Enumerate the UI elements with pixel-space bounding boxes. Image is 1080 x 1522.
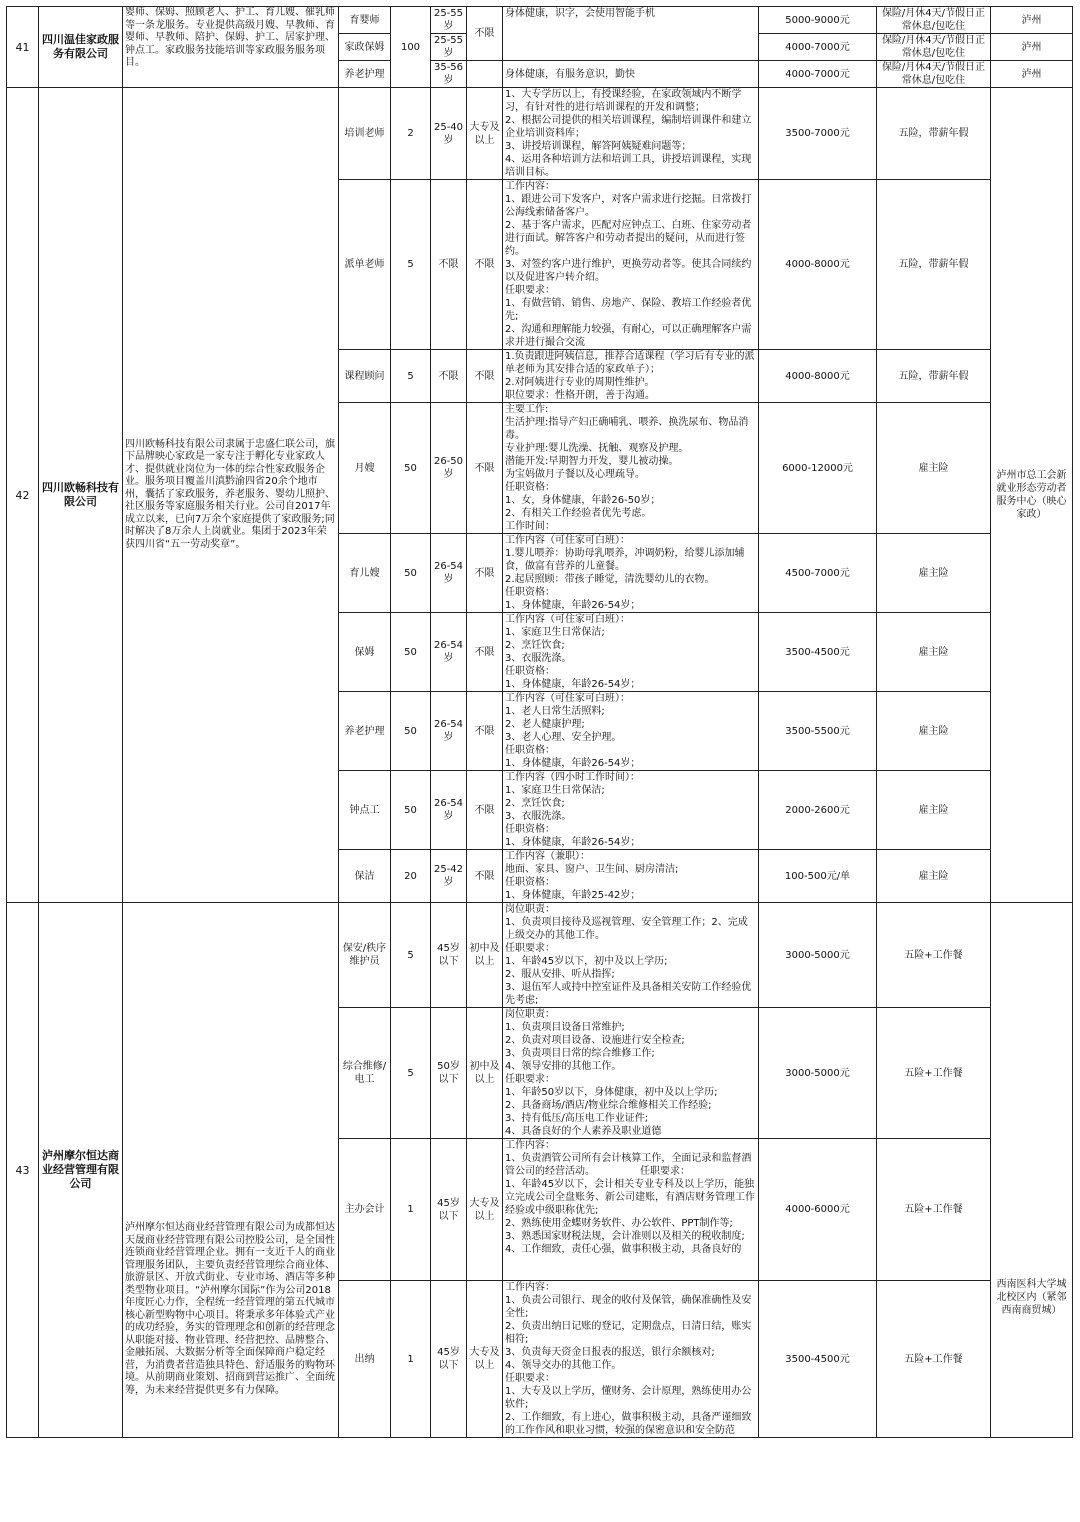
job-requirements: 工作内容： 1、跟进公司下发客户，对客户需求进行挖掘。日常拨打公海线索储备客户。 2、基于客户需求，匹配对应钟点工、白班、住家劳动者进行面试。解答客户和劳动者提出的疑问，从而进行签约。 3、对签约客户进行维护，更换劳动者等。使其合同续约以及促进客户转介绍。 任职要求： 1、有做营销、销售、房地产、保险、教培工作经验者优先; 2、沟通和理解能力较强，有耐心，可以正确理解客户需求并进行撮合交流	[503, 180, 759, 350]
job-title: 育婴师	[339, 7, 391, 34]
job-education: 不限	[467, 850, 503, 903]
job-salary: 4000-6000元	[759, 1139, 877, 1281]
job-requirements: 工作内容（兼职）： 地面、家具、窗户、卫生间、厨房清洁; 任职资格： 1、身体健康，年龄25-42岁；	[503, 850, 759, 903]
job-education: 不限	[467, 771, 503, 850]
job-age: 35-56岁	[431, 61, 467, 88]
job-requirements: 身体健康，有服务意识，勤快	[503, 61, 759, 88]
job-title: 培训老师	[339, 88, 391, 180]
job-age: 25-55岁	[431, 7, 467, 34]
job-count: 2	[391, 88, 431, 180]
job-age: 26-54岁	[431, 771, 467, 850]
job-benefits: 五险，带薪年假	[877, 180, 991, 350]
job-benefits: 保险/月休4天/节假日正常休息/包吃住	[877, 7, 991, 34]
job-age: 不限	[431, 180, 467, 350]
job-salary: 100-500元/单	[759, 850, 877, 903]
job-salary: 3500-4500元	[759, 613, 877, 692]
job-count: 5	[391, 903, 431, 1008]
job-title: 育儿嫂	[339, 534, 391, 613]
job-title: 养老护理	[339, 692, 391, 771]
company-intro: 四川欧畅科技有限公司隶属于忠盛仁联公司，旗下品牌映心家政是一家专注于孵化专业家政人才、提供就业岗位为一体的综合性家政服务企业。服务项目覆盖川滇黔渝四省20余个地市州，囊括了家政服务，养老服务、婴幼儿照护、社区服务等家庭服务相关行业。公司自2017年成立以来，已向7万余个家庭提供了家政服务;同时解决了8万余人上岗就业。集团于2023年荣获四川省“五一劳动奖章”。	[123, 88, 339, 903]
job-education	[467, 61, 503, 88]
job-age: 45岁以下	[431, 1281, 467, 1438]
job-salary: 4000-8000元	[759, 350, 877, 403]
job-requirements: 工作内容： 1、负责公司银行、现金的收付及保管，确保准确性及安全性; 2、负责出纳日记账的登记，定期盘点，日清日结，账实相符; 3、负责每天资金日报表的报送，银行余额核对; 4、领导交办的其他工作。 任职要求： 1、大专及以上学历，懂财务、会计原理，熟练使用办公软件; 2、工作细致，有上进心，做事积极主动，具备严谨细致的工作作风和职业习惯，较强的保密意识和安全防范	[503, 1281, 759, 1438]
job-salary: 2000-2600元	[759, 771, 877, 850]
job-requirements: 工作内容（四小时工作时间）： 1、家庭卫生日常保洁; 2、烹饪饮食; 3、衣服洗涤。 任职资格： 1、身体健康，年龄26-54岁；	[503, 771, 759, 850]
job-age: 45岁以下	[431, 903, 467, 1008]
job-age: 25-42岁	[431, 850, 467, 903]
company-name: 四川温佳家政服务有限公司	[39, 7, 123, 88]
job-requirements: 工作内容： 1、负责酒管公司所有会计核算工作，全面记录和监督酒管公司的经营活动。 任职要求： 1、年龄45岁以下，会计相关专业专科及以上学历，能独立完成公司全盘账务、新公司建账，有酒店财务管理工作经验或中级职称优先; 2、熟练使用金蝶财务软件、办公软件、PPT制作等; 3、熟悉国家财税法规，会计准则以及相关的税收制度; 4、工作细致，责任心强，做事积极主动，具备良好的	[503, 1139, 759, 1281]
job-education: 不限	[467, 180, 503, 350]
job-requirements: 主要工作: 生活护理:指导产妇正确哺乳、喂养、换洗尿布、物品消毒。 专业护理:婴儿洗澡、抚触、观察及护理。 潜能开发:早期智力开发，婴儿被动操。 为宝妈做月子餐以及心理疏导。 任职资格： 1、女，身体健康，年龄26-50岁； 2、有相关工作经验者优先考虑。 工作时间：	[503, 403, 759, 534]
job-benefits: 五险+工作餐	[877, 903, 991, 1008]
job-title: 保安/秩序维护员	[339, 903, 391, 1008]
job-age: 26-50岁	[431, 403, 467, 534]
job-salary: 4500-7000元	[759, 534, 877, 613]
job-salary: 3500-5500元	[759, 692, 877, 771]
job-age: 25-40岁	[431, 88, 467, 180]
job-education: 大专及以上	[467, 88, 503, 180]
job-benefits: 雇主险	[877, 403, 991, 534]
job-salary: 6000-12000元	[759, 403, 877, 534]
job-location: 西南医科大学城北校区内（紧邻西南商贸城）	[991, 903, 1073, 1438]
job-salary: 3000-5000元	[759, 1008, 877, 1139]
job-title: 家政保姆	[339, 34, 391, 61]
job-education: 初中及以上	[467, 1008, 503, 1139]
job-title: 派单老师	[339, 180, 391, 350]
job-benefits: 雇主险	[877, 850, 991, 903]
job-title: 钟点工	[339, 771, 391, 850]
job-title: 保姆	[339, 613, 391, 692]
job-salary: 5000-9000元	[759, 7, 877, 34]
job-requirements: 工作内容（可住家可白班）： 1、家庭卫生日常保洁; 2、烹饪饮食; 3、衣服洗涤。 任职资格： 1、身体健康，年龄26-54岁；	[503, 613, 759, 692]
job-count: 50	[391, 771, 431, 850]
job-benefits: 五险，带薪年假	[877, 350, 991, 403]
job-title: 出纳	[339, 1281, 391, 1438]
job-age: 26-54岁	[431, 613, 467, 692]
job-salary: 3000-5000元	[759, 903, 877, 1008]
job-count: 50	[391, 692, 431, 771]
job-age: 50岁以下	[431, 1008, 467, 1139]
job-age: 26-54岁	[431, 692, 467, 771]
job-benefits: 五险+工作餐	[877, 1008, 991, 1139]
company-name: 泸州摩尔恒达商业经营管理有限公司	[39, 903, 123, 1438]
job-benefits: 五险，带薪年假	[877, 88, 991, 180]
job-requirements: 1、大专学历以上，有授课经验，在家政领域内不断学习，有针对性的进行培训课程的开发和调整； 2、根据公司提供的相关培训课程，编制培训课件和建立企业培训资料库； 3、讲授培训课程，解答阿姨疑难问题等； 4、运用各种培训方法和培训工具，讲授培训课程，实现培训目标。	[503, 88, 759, 180]
job-requirements: 身体健康，识字，会使用智能手机	[503, 7, 759, 61]
job-benefits: 保险/月休4天/节假日正常休息/包吃住	[877, 61, 991, 88]
table-row	[7, 88, 1073, 180]
job-title: 月嫂	[339, 403, 391, 534]
job-education: 初中及以上	[467, 903, 503, 1008]
row-number: 43	[7, 903, 39, 1438]
job-education: 不限	[467, 534, 503, 613]
job-count: 5	[391, 1008, 431, 1139]
table-row	[7, 903, 1073, 1008]
job-count: 50	[391, 613, 431, 692]
job-location: 泸州	[991, 7, 1073, 34]
company-name: 四川欧畅科技有限公司	[39, 88, 123, 903]
job-count: 20	[391, 850, 431, 903]
job-count: 5	[391, 350, 431, 403]
job-count: 50	[391, 534, 431, 613]
job-title: 课程顾问	[339, 350, 391, 403]
job-education: 大专及以上	[467, 1139, 503, 1281]
job-age: 25-55岁	[431, 34, 467, 61]
job-requirements: 工作内容（可住家可白班）： 1、老人日常生活照料; 2、老人健康护理; 3、老人心理、安全护理。 任职资格： 1、身体健康，年龄26-54岁；	[503, 692, 759, 771]
job-education: 不限	[467, 692, 503, 771]
job-requirements: 1.负责跟进阿姨信息，推荐合适课程（学习后有专业的派单老师为其安排合适的家政单子）； 2.对阿姨进行专业的周期性维护。 职位要求：性格开朗，善于沟通。	[503, 350, 759, 403]
job-age: 45岁以下	[431, 1139, 467, 1281]
job-salary: 4000-8000元	[759, 180, 877, 350]
job-count: 100	[391, 7, 431, 88]
job-count: 50	[391, 403, 431, 534]
job-requirements: 岗位职责： 1、负责项目接待及巡视管理、安全管理工作；2、完成上级交办的其他工作。 任职要求： 1、年龄45岁以下，初中及以上学历; 2、服从安排、听从指挥; 3、退伍军人或持中控室证件及具备相关安防工作经验优先考虑;	[503, 903, 759, 1008]
job-education: 不限	[467, 7, 503, 61]
job-benefits: 保险/月休4天/节假日正常休息/包吃住	[877, 34, 991, 61]
job-title: 综合维修/电工	[339, 1008, 391, 1139]
job-benefits: 雇主险	[877, 692, 991, 771]
job-salary: 4000-7000元	[759, 34, 877, 61]
job-education: 不限	[467, 403, 503, 534]
job-listing-table	[6, 6, 1073, 1438]
job-education: 不限	[467, 613, 503, 692]
job-benefits: 雇主险	[877, 771, 991, 850]
job-benefits: 雇主险	[877, 613, 991, 692]
job-location: 泸州市总工会新就业形态劳动者服务中心（映心家政）	[991, 88, 1073, 903]
job-salary: 3500-4500元	[759, 1281, 877, 1438]
job-salary: 3500-7000元	[759, 88, 877, 180]
table-row	[7, 7, 1073, 34]
job-title: 主办会计	[339, 1139, 391, 1281]
job-count: 1	[391, 1281, 431, 1438]
job-benefits: 五险+工作餐	[877, 1281, 991, 1438]
company-intro: 婴师、保姆、照顾老人、护工、育儿嫂、催乳师等一条龙服务。专业提供高级月嫂、早教师、育婴师、早教师、陪护、保姆、护工、居家护理、钟点工。家政服务技能培训等家政服务服务项目。	[123, 7, 339, 88]
job-count: 5	[391, 180, 431, 350]
job-count: 1	[391, 1139, 431, 1281]
job-benefits: 雇主险	[877, 534, 991, 613]
job-title: 保洁	[339, 850, 391, 903]
job-education: 大专及以上	[467, 1281, 503, 1438]
job-location: 泸州	[991, 61, 1073, 88]
row-number: 42	[7, 88, 39, 903]
job-location: 泸州	[991, 34, 1073, 61]
job-age: 26-54岁	[431, 534, 467, 613]
company-intro: 泸州摩尔恒达商业经营管理有限公司为成都恒达天晟商业经营管理有限公司控股公司，是全国性连锁商业经营管理企业。拥有一支近千人的商业管理服务团队，主要负责经营管理综合商业体、旅游景区、开放式街业、专业市场、酒店等多种类型物业项目。“泸州摩尔国际”作为公司2018年度匠心力作，全程统一经营管理的第五代城市核心新型购物中心项目。将秉承多年体验式产业的成功经验，务实的管理理念和创新的经营理念从职能对接、物业管理、经营把控、品牌整合、金融拓展、大数据分析等全面保障商户稳定经营，为消费者营造独具特色、舒适服务的购物环境。从前期商业策划、招商到营运推广、全面统筹，为未来经营提供更多有力保障。	[123, 903, 339, 1438]
job-education: 不限	[467, 350, 503, 403]
row-number: 41	[7, 7, 39, 88]
job-requirements: 工作内容（可住家可白班）： 1.婴儿喂养：协助母乳喂养，冲调奶粉，给婴儿添加辅食，做富有营养的儿童餐。 2.起居照顾：带孩子睡觉，清洗婴幼儿的衣物。 任职资格： 1、身体健康，年龄26-54岁；	[503, 534, 759, 613]
job-title: 养老护理	[339, 61, 391, 88]
job-salary: 4000-7000元	[759, 61, 877, 88]
job-requirements: 岗位职责： 1、负责项目设备日常维护; 2、负责对项目设备、设施进行安全检查; 3、负责项目日常的综合维修工作; 4、领导安排的其他工作。 任职要求： 1、年龄50岁以下，身体健康，初中及以上学历; 2、具备商场/酒店/物业综合维修相关工作经验; 3、持有低压/高压电工作业证件; 4、具备良好的个人素养及职业道德	[503, 1008, 759, 1139]
job-age: 不限	[431, 350, 467, 403]
job-benefits: 五险+工作餐	[877, 1139, 991, 1281]
